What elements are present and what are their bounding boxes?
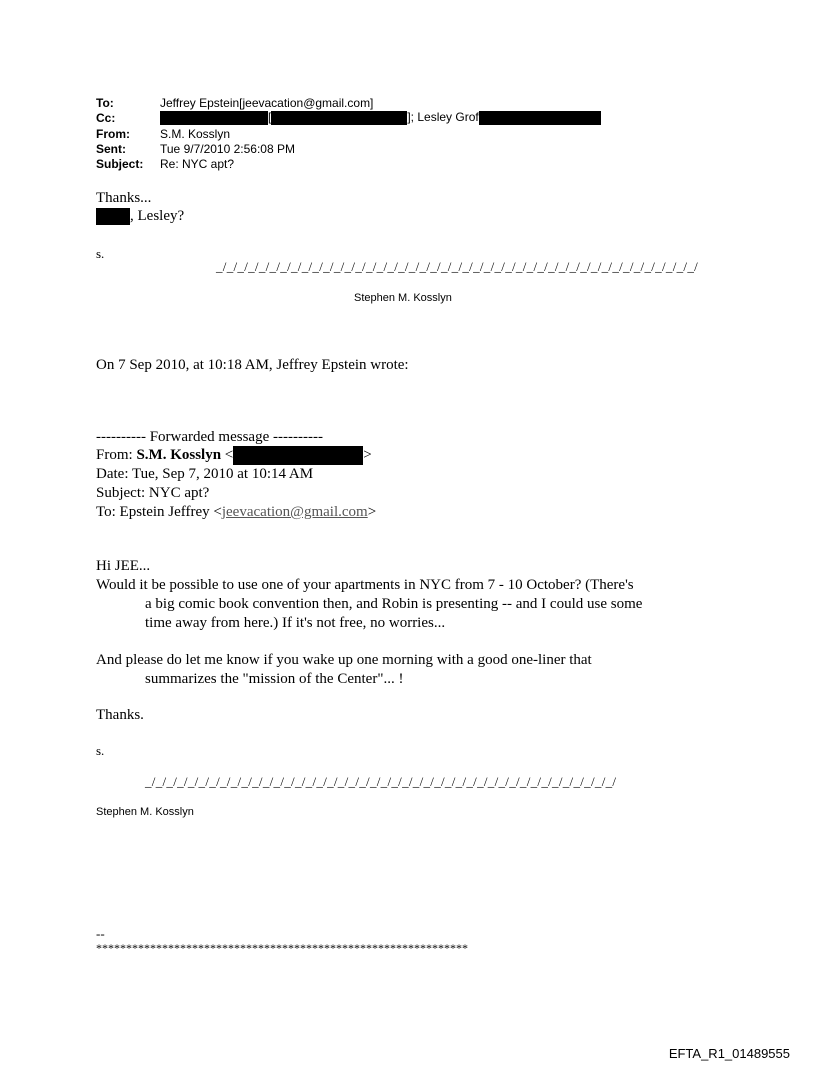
reply-signature-divider: _/_/_/_/_/_/_/_/_/_/_/_/_/_/_/_/_/_/_/_/_/_/_/_/_/_/_/_/_/_/_/_/_/_/_/_/_/_/_/_/_/_/_/_/_/ <box>216 259 699 274</box>
message-p1-line1: Would it be possible to use one of your apartments in NYC from 7 - 10 October? (There's <box>96 577 634 593</box>
reply-signature-name: Stephen M. Kosslyn <box>354 292 452 304</box>
to-value: Jeffrey Epstein[jeevacation@gmail.com] <box>160 96 374 110</box>
sent-value: Tue 9/7/2010 2:56:08 PM <box>160 142 295 156</box>
forwarded-banner: ---------- Forwarded message ---------- <box>96 429 323 445</box>
quote-intro: On 7 Sep 2010, at 10:18 AM, Jeffrey Epstein wrote: <box>96 357 409 373</box>
forwarded-from-gt: > <box>363 447 372 463</box>
from-label: From: <box>96 127 130 141</box>
forwarded-to <box>96 503 376 522</box>
footer-dashes: -- <box>96 926 105 941</box>
cc-label: Cc: <box>96 111 116 125</box>
forwarded-to-suffix: > <box>367 504 377 520</box>
forwarded-subject: Subject: NYC apt? <box>96 485 210 501</box>
message-p2-line2: summarizes the "mission of the Center"... ! <box>145 671 404 687</box>
message-signature-name: Stephen M. Kosslyn <box>96 806 194 818</box>
cc-bracket: [ <box>268 110 272 124</box>
message-p1-line2: a big comic book convention then, and Robin is presenting -- and I could use some <box>145 596 643 612</box>
document-id: EFTA_R1_01489555 <box>668 1046 790 1061</box>
to-label: To: <box>96 96 114 110</box>
message-sig-initial: s. <box>96 743 105 758</box>
forwarded-from-lt: < <box>221 447 234 463</box>
message-signature-divider: _/_/_/_/_/_/_/_/_/_/_/_/_/_/_/_/_/_/_/_/_/_/_/_/_/_/_/_/_/_/_/_/_/_/_/_/_/_/_/_/_/_/_/_/ <box>145 774 617 789</box>
message-thanks: Thanks. <box>96 707 144 723</box>
redaction-block <box>96 208 130 225</box>
from-value: S.M. Kosslyn <box>160 127 231 141</box>
cc-suffix: ]; Lesley Grof <box>407 110 479 124</box>
subject-value: Re: NYC apt? <box>160 157 235 171</box>
redaction-block <box>479 111 601 125</box>
reply-line-thanks: Thanks... <box>96 190 152 206</box>
cc-value <box>160 110 601 125</box>
forwarded-to-prefix: To: Epstein Jeffrey < <box>96 504 222 520</box>
reply-lesley-text: , Lesley? <box>130 208 185 224</box>
sent-label: Sent: <box>96 142 126 156</box>
redaction-block <box>233 446 363 465</box>
reply-sig-initial: s. <box>96 246 105 261</box>
forwarded-to-email-link[interactable]: jeevacation@gmail.com <box>221 504 368 520</box>
forwarded-date: Date: Tue, Sep 7, 2010 at 10:14 AM <box>96 466 314 482</box>
message-p1-line3: time away from here.) If it's not free, no worries... <box>145 615 446 631</box>
forwarded-from-name: S.M. Kosslyn <box>136 447 222 463</box>
forwarded-from <box>96 446 372 465</box>
message-greeting: Hi JEE... <box>96 558 151 574</box>
message-p2-line1: And please do let me know if you wake up one morning with a good one-liner that <box>96 652 592 668</box>
forwarded-from-prefix: From: <box>96 447 137 463</box>
redaction-block <box>271 111 407 125</box>
reply-line-lesley <box>96 207 184 226</box>
redaction-block <box>160 111 268 125</box>
subject-label: Subject: <box>96 157 144 171</box>
footer-stars: ************************************************************** <box>96 941 468 955</box>
